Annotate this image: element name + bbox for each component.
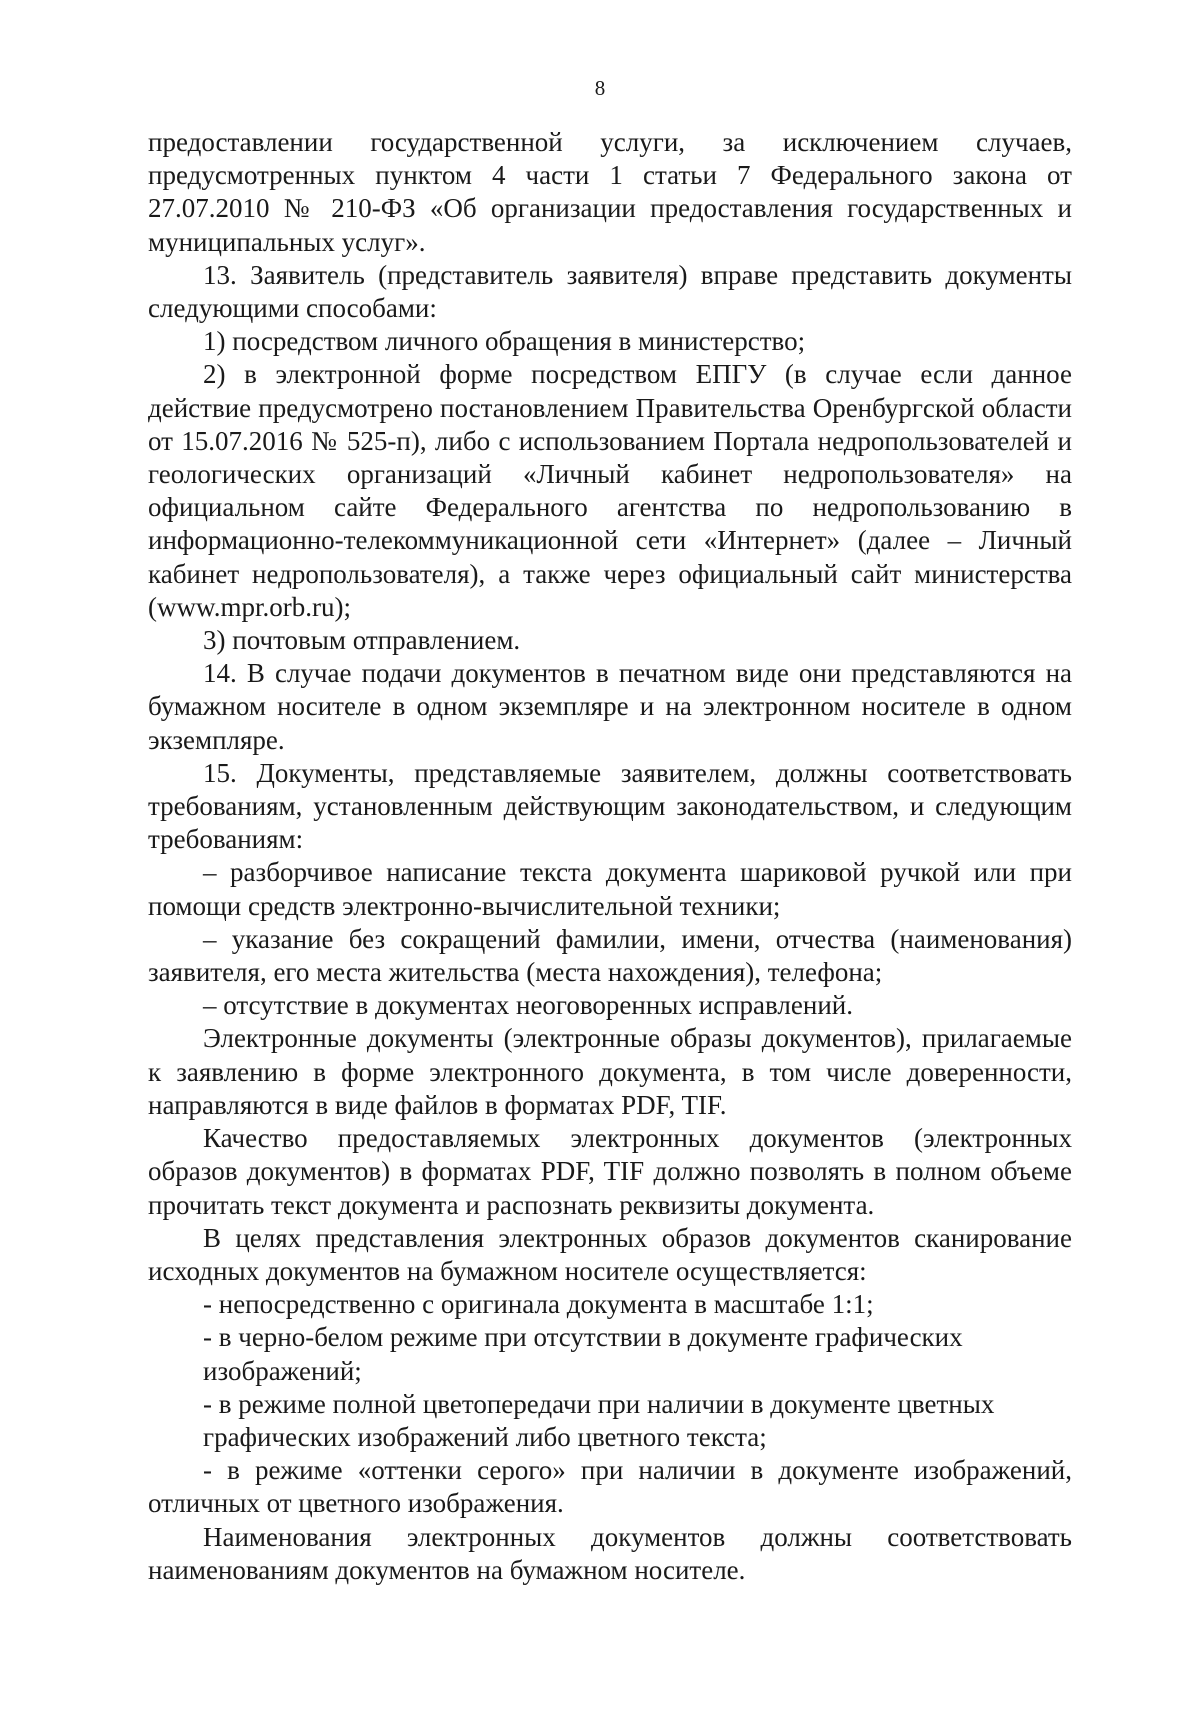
paragraph: 3) почтовым отправлением.: [203, 625, 521, 656]
paragraph: Качество предоставляемых электронных документов (электронных образов документов) в форматах PDF, TIF должно позволять в полном объеме прочитать текст документа и распознать реквизиты документа.: [148, 1123, 1072, 1220]
paragraph: 2) в электронной форме посредством ЕПГУ (в случае если данное действие предусмотрено постановлением Правительства Оренбургской области от 15.07.2016 № 525-п), либо с использованием Портала недропользователей и геологических организаций «Личный кабинет недропользователя» на официальном сайте Федерального агентства по недропользованию в информационно-телекоммуникационной сети «Интернет» (далее – Личный кабинет недропользователя), а также через официальный сайт министерства (www.mpr.orb.ru);: [148, 359, 1072, 622]
paragraph: Электронные документы (электронные образы документов), прилагаемые к заявлению в форме электронного документа, в том числе доверенности, направляются в виде файлов в форматах PDF, TIF.: [148, 1023, 1072, 1120]
paragraph: 15. Документы, представляемые заявителем, должны соответствовать требованиям, установленным действующим законодательством, и следующим требованиям:: [148, 757, 1072, 855]
paragraph: 13. Заявитель (представитель заявителя) вправе представить документы следующими способами:: [148, 259, 1072, 324]
list-item: - непосредственно с оригинала документа в масштабе 1:1;: [203, 1289, 874, 1320]
list-item: - в режиме «оттенки серого» при наличии в документе изображений, отличных от цветного изображения.: [148, 1455, 1072, 1519]
list-item: – отсутствие в документах неоговоренных исправлений.: [203, 990, 853, 1021]
list-item: – разборчивое написание текста документа шариковой ручкой или при помощи средств электронно-вычислительной техники;: [148, 857, 1072, 921]
body-text: [148, 126, 1072, 1587]
paragraph: 1) посредством личного обращения в министерство;: [203, 326, 806, 357]
paragraph: 14. В случае подачи документов в печатном виде они представляются на бумажном носителе в одном экземпляре и на электронном носителе в одном экземпляре.: [148, 658, 1072, 755]
list-item: - в черно-белом режиме при отсутствии в документе графических изображений;: [203, 1322, 963, 1386]
page-number: 8: [594, 76, 606, 100]
list-item: – указание без сокращений фамилии, имени, отчества (наименования) заявителя, его места жительства (места нахождения), телефона;: [148, 923, 1072, 988]
paragraph: В целях представления электронных образов документов сканирование исходных документов на бумажном носителе осуществляется:: [148, 1222, 1072, 1286]
paragraph: предоставлении государственной услуги, за исключением случаев, предусмотренных пунктом 4 части 1 статьи 7 Федерального закона от 27.07.2010 № 210-ФЗ «Об организации предоставления государственных и муниципальных услуг».: [148, 127, 1072, 257]
list-item: - в режиме полной цветопередачи при наличии в документе цветных графических изображений либо цветного текста;: [203, 1388, 995, 1452]
paragraph: Наименования электронных документов должны соответствовать наименованиям документов на бумажном носителе.: [148, 1521, 1072, 1585]
